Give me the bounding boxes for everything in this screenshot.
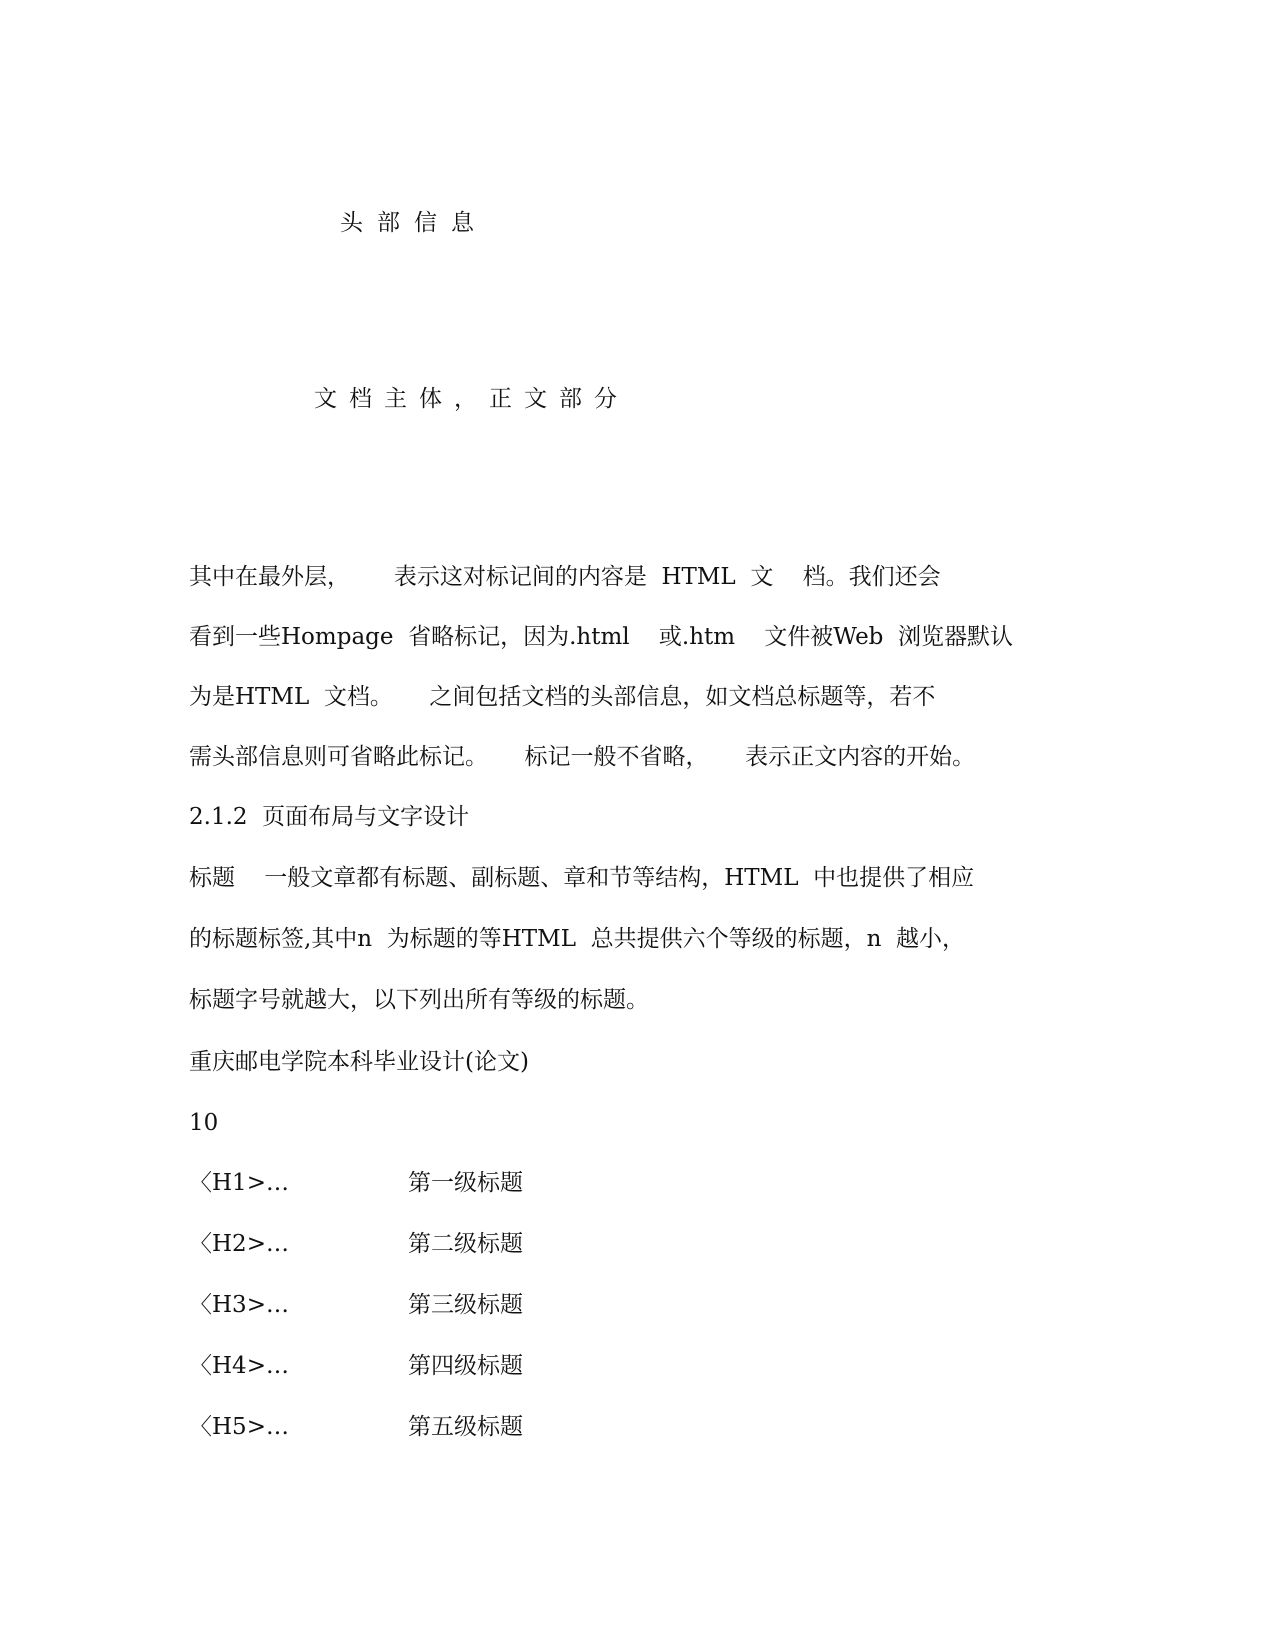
heading-tag: 〈H3>… <box>189 1292 289 1318</box>
paragraph-line: 标题字号就越大，以下列出所有等级的标题。 <box>189 987 649 1013</box>
heading-tag: 〈H2>… <box>189 1231 289 1257</box>
paragraph-line: 看到一些Hompage 省略标记，因为.html 或.htm 文件被Web 浏览器默认 <box>189 624 1014 650</box>
heading-tag: 〈H4>… <box>189 1353 289 1379</box>
heading-desc: 第二级标题 <box>408 1231 523 1257</box>
heading-desc: 第四级标题 <box>408 1353 523 1379</box>
heading-tag: 〈H1>… <box>189 1170 289 1196</box>
paragraph-line: 其中在最外层， 表示这对标记间的内容是 HTML 文 档。我们还会 <box>189 564 941 590</box>
section-heading: 2.1.2 页面布局与文字设计 <box>189 804 470 830</box>
page-number: 10 <box>189 1110 219 1136</box>
heading-desc: 第五级标题 <box>408 1414 523 1440</box>
paragraph-line: 标题 一般文章都有标题、副标题、章和节等结构，HTML 中也提供了相应 <box>189 865 975 891</box>
heading-tag: 〈H5>… <box>189 1414 289 1440</box>
running-header: 重庆邮电学院本科毕业设计(论文) <box>189 1049 529 1075</box>
heading-desc: 第三级标题 <box>408 1292 523 1318</box>
heading-desc: 第一级标题 <box>408 1170 523 1196</box>
head-info-label: 头部信息 <box>340 210 488 236</box>
paragraph-line: 为是HTML 文档。 之间包括文档的头部信息，如文档总标题等，若不 <box>189 684 936 710</box>
body-info-label: 文档主体，正文部分 <box>314 386 629 412</box>
paragraph-line: 的标题标签,其中n 为标题的等HTML 总共提供六个等级的标题，n 越小， <box>189 926 966 952</box>
paragraph-line: 需头部信息则可省略此标记。 标记一般不省略， 表示正文内容的开始。 <box>189 744 976 770</box>
